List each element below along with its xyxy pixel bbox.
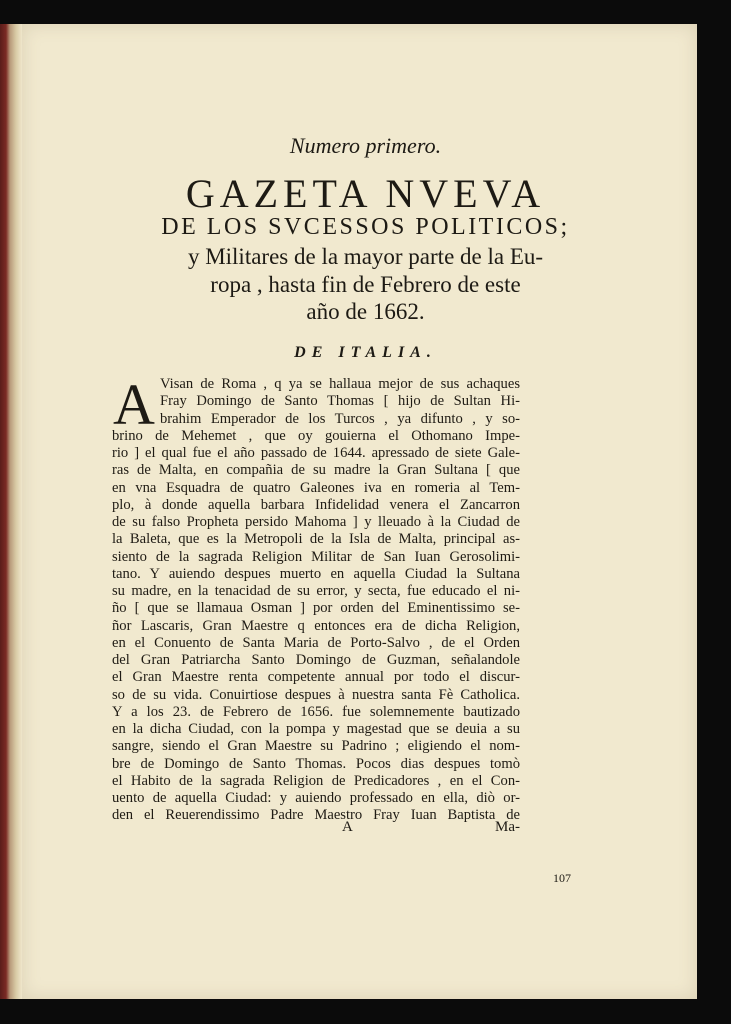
body-line: en la dicha Ciudad, con la pompa y magestad que se deuia a su [112,721,520,737]
body-line: en vna Esquadra de quatro Galeones iva en romeria al Tem- [112,479,520,496]
body-line: sangre, siendo el Gran Maestre su Padrino ; eligiendo el nom- [112,738,520,755]
page-footer-line [112,819,520,837]
drop-cap: A [113,372,155,437]
page-number: 107 [553,871,571,885]
body-line: siento de la sagrada Religion Militar de San Iuan Gerosolimi- [112,548,520,565]
body-line: rio ] el qual fue el año passado de 1644. apressado de siete Gale- [112,445,520,461]
catchword: Ma- [495,819,520,835]
body-line: brahim Emperador de los Turcos , ya difunto , y so- [160,410,520,427]
body-line: ño [ que se llamaua Osman ] por orden del Eminentissimo se- [112,600,520,617]
subtitle-line-2: y Militares de la mayor parte de la Eu- [187,244,544,269]
subtitle-line-1: DE LOS SVCESSOS POLITICOS; [161,214,570,240]
body-line: den el Reuerendissimo Padre Maestro Fray Iuan Baptista de [112,807,520,824]
body-line: su madre, en la tenacidad de su error, y secta, fue educado el ni- [112,583,520,599]
body-line: Fray Domingo de Santo Thomas [ hijo de Sultan Hi- [160,393,520,410]
subtitle-line-4: año de 1662. [306,299,425,324]
body-line: el Gran Maestre renta competente annual por todo el discur- [112,669,520,686]
body-line: tano. Y auiendo despues muerto en aquella Ciudad la Sultana [112,565,520,582]
body-line: brino de Mehemet , que oy gouierna el Othomano Impe- [112,427,520,444]
body-line: ñor Lascaris, Gran Maestre q entonces era de dicha Religion, [112,617,520,634]
body-line: la Baleta, que es la Metropoli de la Isla de Malta, principal as- [112,531,520,548]
body-line: en el Conuento de Santa Maria de Porto-Salvo , de el Orden [112,634,520,651]
body-line: bre de Domingo de Santo Thomas. Pocos dias despues tomò [112,755,520,772]
body-line: ras de Malta, en compañia de su madre la Gran Sultana [ que [112,462,520,479]
body-line: uento de aquella Ciudad: y auiendo professado en ella, diò or- [112,790,520,806]
body-text [112,372,520,825]
issue-number: Numero primero. [289,133,442,158]
section-title: DE ITALIA. [294,344,437,361]
body-line: del Gran Patriarcha Santo Domingo de Guzman, señalandole [112,652,520,668]
body-line: plo, à donde aquella barbara Infidelidad venera el Zancarron [112,496,520,513]
body-line: el Habito de la sagrada Religion de Predicadores , en el Con- [112,772,520,789]
body-line: Visan de Roma , q ya se hallaua mejor de sus achaques [160,376,520,392]
main-title: GAZETA NVEVA [185,171,546,216]
body-line: de su falso Propheta persido Mahoma ] y lleuado à la Ciudad de [112,514,520,530]
body-line: so de su vida. Conuirtiose despues à nuestra santa Fè Catholica. [112,686,520,703]
signature-mark: A [342,819,353,835]
body-line: Y a los 23. de Febrero de 1656. fue solemnemente bautizado [112,703,520,720]
subtitle-line-3: ropa , hasta fin de Febrero de este [210,272,521,297]
